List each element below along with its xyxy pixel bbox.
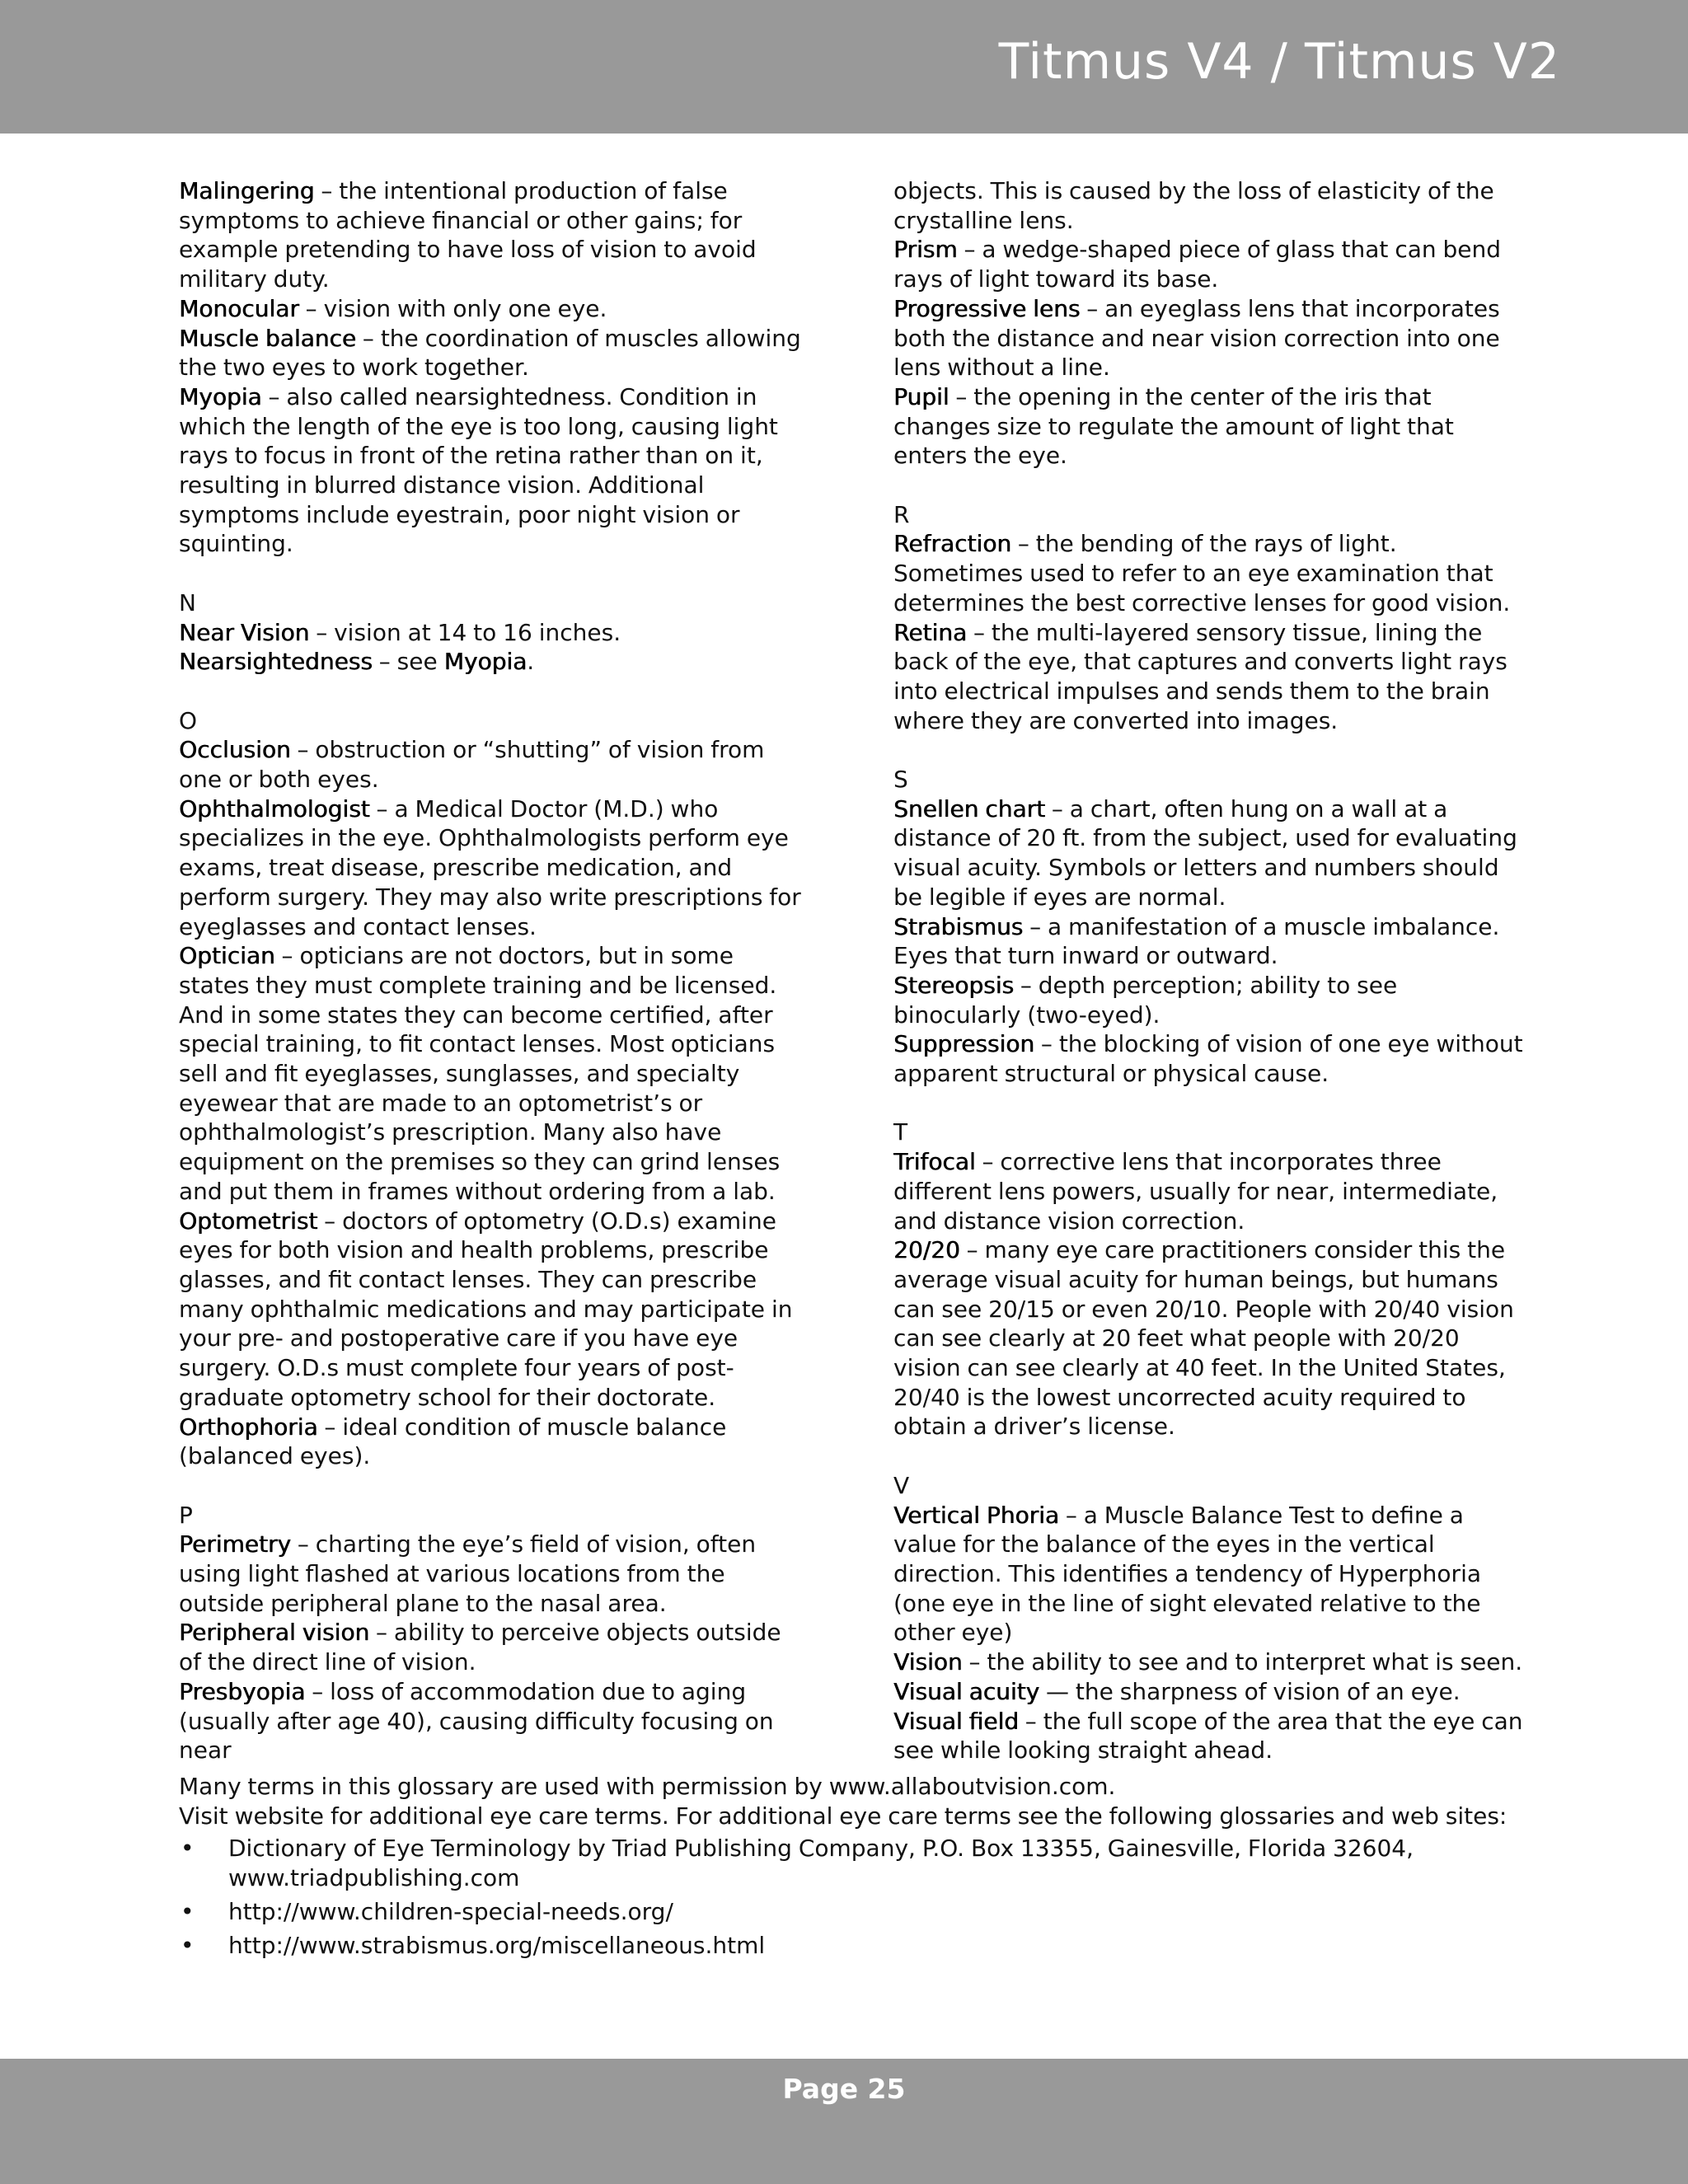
reference-item: • http://www.children-special-needs.org/	[179, 1897, 1531, 1927]
glossary-entry	[893, 1707, 1528, 1765]
glossary-definition: – the multi-layered sensory tissue, lining the back of the eye, that captures and converts light rays into electrical impulses and sends them to the brain where they are converted into images.	[893, 618, 1507, 734]
reference-item: • http://www.strabismus.org/miscellaneous.html	[179, 1931, 1531, 1961]
glossary-term: Optician	[179, 942, 275, 970]
glossary-definition: – a Muscle Balance Test to define a value for the balance of the eyes in the vertical direction. This identifies a tendency of Hyperphoria (one eye in the line of sight elevated relative to the other eye)	[893, 1501, 1482, 1647]
page-number: Page 25	[782, 2073, 906, 2105]
glossary-entry	[179, 176, 805, 294]
glossary-cross-reference: Myopia	[443, 648, 528, 676]
glossary-definition: – opticians are not doctors, but in some states they must complete training and be licensed. And in some states they can become certified, after special training, to fit contact lenses. Most opticians sell and fit eyeglasses, sunglasses, and specialty eyewear that are made to an optometrist’s or ophthalmologist’s prescription. Many also have equipment on the premises so they can grind lenses and put them in frames without ordering from a lab.	[179, 942, 781, 1205]
glossary-entry	[893, 618, 1528, 736]
glossary-definition: – the intentional production of false symptoms to achieve financial or other gains; for example pretending to have loss of vision to avoid military duty.	[179, 177, 757, 293]
glossary-entry	[893, 1647, 1528, 1677]
glossary-entry	[893, 1501, 1528, 1648]
document-title: Titmus V4 / Titmus V2	[998, 33, 1560, 91]
section-letter: T	[893, 1118, 908, 1146]
glossary-definition: – the full scope of the area that the eye can see while looking straight ahead.	[893, 1707, 1523, 1765]
glossary-term: Vertical Phoria	[893, 1501, 1059, 1529]
glossary-section	[893, 1471, 1528, 1765]
glossary-entry	[179, 941, 805, 1206]
glossary-entry	[893, 912, 1528, 971]
glossary-section	[179, 176, 805, 559]
glossary-term: Vision	[893, 1648, 963, 1676]
glossary-definition: — the sharpness of vision of an eye.	[1039, 1677, 1461, 1705]
glossary-entry	[893, 794, 1528, 912]
glossary-definition: – the ability to see and to interpret what is seen.	[962, 1648, 1523, 1676]
glossary-entry	[893, 529, 1528, 617]
glossary-entry	[179, 735, 805, 794]
glossary-entry	[179, 794, 805, 942]
glossary-definition: – loss of accommodation due to aging (usually after age 40), causing difficulty focusing on near	[179, 1677, 774, 1765]
glossary-term: Perimetry	[179, 1530, 291, 1558]
glossary-section	[893, 176, 1528, 471]
section-letter: V	[893, 1471, 910, 1499]
glossary-section	[179, 588, 805, 677]
glossary-term: Ophthalmologist	[179, 794, 370, 823]
glossary-term: Myopia	[179, 382, 262, 410]
section-letter: R	[893, 500, 910, 528]
glossary-definition: – corrective lens that incorporates three different lens powers, usually for near, intermediate, and distance vision correction.	[893, 1148, 1498, 1235]
glossary-entry	[179, 1413, 805, 1471]
glossary-column-left	[179, 176, 805, 1765]
glossary-section	[893, 1118, 1528, 1441]
glossary-term: Peripheral vision	[179, 1619, 370, 1647]
reference-item: • Dictionary of Eye Terminology by Triad Publishing Company, P.O. Box 13355, Gainesville, Florida 32604, www.triadpublishing.com	[179, 1834, 1531, 1892]
glossary-term: Progressive lens	[893, 294, 1081, 322]
glossary-entry	[893, 1677, 1528, 1707]
glossary-term: Trifocal	[893, 1148, 976, 1176]
reference-list	[179, 1834, 1531, 1960]
glossary-definition: – a wedge-shaped piece of glass that can bend rays of light toward its base.	[893, 236, 1502, 293]
glossary-section	[179, 706, 805, 1471]
glossary-term: Suppression	[893, 1030, 1035, 1058]
glossary-entry	[893, 1235, 1528, 1441]
glossary-term: Malingering	[179, 177, 315, 204]
glossary-entry	[179, 294, 805, 324]
glossary-entry	[179, 618, 805, 648]
glossary-entry	[893, 1147, 1528, 1235]
glossary-definition: – vision with only one eye.	[298, 294, 607, 322]
glossary-notes	[179, 1772, 1531, 1964]
glossary-definition: – charting the eye’s field of vision, often using light flashed at various locations from the outside peripheral plane to the nasal area.	[179, 1530, 757, 1617]
glossary-entry	[893, 176, 1528, 235]
glossary-term: Muscle balance	[179, 324, 357, 352]
glossary-entry	[179, 1530, 805, 1618]
glossary-entry	[179, 324, 805, 382]
glossary-term: 20/20	[893, 1236, 960, 1264]
glossary-term: Nearsightedness	[179, 648, 373, 676]
glossary-entry	[893, 294, 1528, 382]
glossary-section	[893, 500, 1528, 736]
glossary-term: Monocular	[179, 294, 299, 322]
glossary-section	[893, 765, 1528, 1089]
glossary-term: Visual acuity	[893, 1677, 1040, 1705]
glossary-entry	[179, 647, 805, 677]
glossary-term: Optometrist	[179, 1207, 318, 1235]
glossary-definition: – a Medical Doctor (M.D.) who specializes in the eye. Ophthalmologists perform eye exams, treat disease, prescribe medication, and perform surgery. They may also write prescriptions for eyeglasses and contact lenses.	[179, 794, 801, 940]
glossary-entry	[179, 1207, 805, 1413]
glossary-definition-end: .	[527, 648, 535, 676]
glossary-entry	[893, 1029, 1528, 1088]
glossary-section	[179, 1501, 805, 1765]
glossary-term: Pupil	[893, 382, 950, 410]
glossary-term: Retina	[893, 618, 968, 646]
section-letter: O	[179, 706, 198, 734]
notes-visit: Visit website for additional eye care terms. For additional eye care terms see the following glossaries and web sites:	[179, 1802, 1507, 1830]
glossary-definition: – the blocking of vision of one eye without apparent structural or physical cause.	[893, 1030, 1523, 1088]
glossary-definition: – vision at 14 to 16 inches.	[309, 618, 621, 646]
glossary-definition: – doctors of optometry (O.D.s) examine eyes for both vision and health problems, prescribe glasses, and fit contact lenses. They can prescribe many ophthalmic medications and may participate in your pre- and postoperative care if you have eye surgery. O.D.s must complete four years of post-graduate optometry school for their doctorate.	[179, 1207, 793, 1411]
glossary-entry	[893, 382, 1528, 471]
glossary-definition: – the bending of the rays of light. Sometimes used to refer to an eye examination that determines the best corrective lenses for good vision.	[893, 530, 1511, 616]
glossary-entry	[893, 971, 1528, 1029]
glossary-entry	[893, 235, 1528, 293]
glossary-entry	[179, 1677, 805, 1765]
glossary-definition: – obstruction or “shutting” of vision from one or both eyes.	[179, 736, 765, 794]
glossary-definition: – an eyeglass lens that incorporates both the distance and near vision correction into one lens without a line.	[893, 294, 1500, 382]
section-letter: N	[179, 588, 196, 616]
glossary-term: Visual field	[893, 1707, 1019, 1735]
glossary-column-right	[893, 176, 1528, 1765]
glossary-definition: objects. This is caused by the loss of elasticity of the crystalline lens.	[893, 177, 1494, 234]
notes-permission: Many terms in this glossary are used with permission by www.allaboutvision.com.	[179, 1773, 1116, 1800]
glossary-term: Orthophoria	[179, 1413, 318, 1441]
glossary-definition: – many eye care practitioners consider this the average visual acuity for human beings, but humans can see 20/15 or even 20/10. People with 20/40 vision can see clearly at 20 feet what people with 20/20 vision can see clearly at 40 feet. In the United States, 20/40 is the lowest uncorrected acuity required to obtain a driver’s license.	[893, 1236, 1514, 1441]
glossary-entry	[179, 382, 805, 559]
glossary-term: Snellen chart	[893, 794, 1045, 823]
glossary-definition: – the coordination of muscles allowing the two eyes to work together.	[179, 324, 801, 382]
glossary-definition: – a chart, often hung on a wall at a distance of 20 ft. from the subject, used for evaluating visual acuity. Symbols or letters and numbers should be legible if eyes are normal.	[893, 794, 1517, 911]
glossary-definition: – ideal condition of muscle balance (balanced eyes).	[179, 1413, 727, 1470]
glossary-term: Strabismus	[893, 912, 1024, 940]
glossary-definition: – see	[372, 648, 444, 676]
glossary-definition: – a manifestation of a muscle imbalance. Eyes that turn inward or outward.	[893, 912, 1500, 970]
glossary-term: Presbyopia	[179, 1677, 306, 1705]
glossary-term: Refraction	[893, 530, 1011, 558]
glossary-term: Stereopsis	[893, 971, 1014, 999]
glossary-definition: – also called nearsightedness. Condition in which the length of the eye is too long, causing light rays to focus in front of the retina rather than on it, resulting in blurred distance vision. Additional symptoms include eyestrain, poor night vision or squinting.	[179, 382, 778, 558]
glossary-definition: – the opening in the center of the iris that changes size to regulate the amount of light that enters the eye.	[893, 382, 1454, 470]
glossary-definition: – depth perception; ability to see binocularly (two-eyed).	[893, 971, 1398, 1029]
glossary-term: Near Vision	[179, 618, 310, 646]
glossary-entry	[179, 1618, 805, 1676]
section-letter: S	[893, 766, 908, 794]
glossary-term: Occlusion	[179, 736, 291, 764]
section-letter: P	[179, 1501, 193, 1529]
glossary-term: Prism	[893, 236, 958, 264]
glossary-definition: – ability to perceive objects outside of the direct line of vision.	[179, 1619, 781, 1676]
